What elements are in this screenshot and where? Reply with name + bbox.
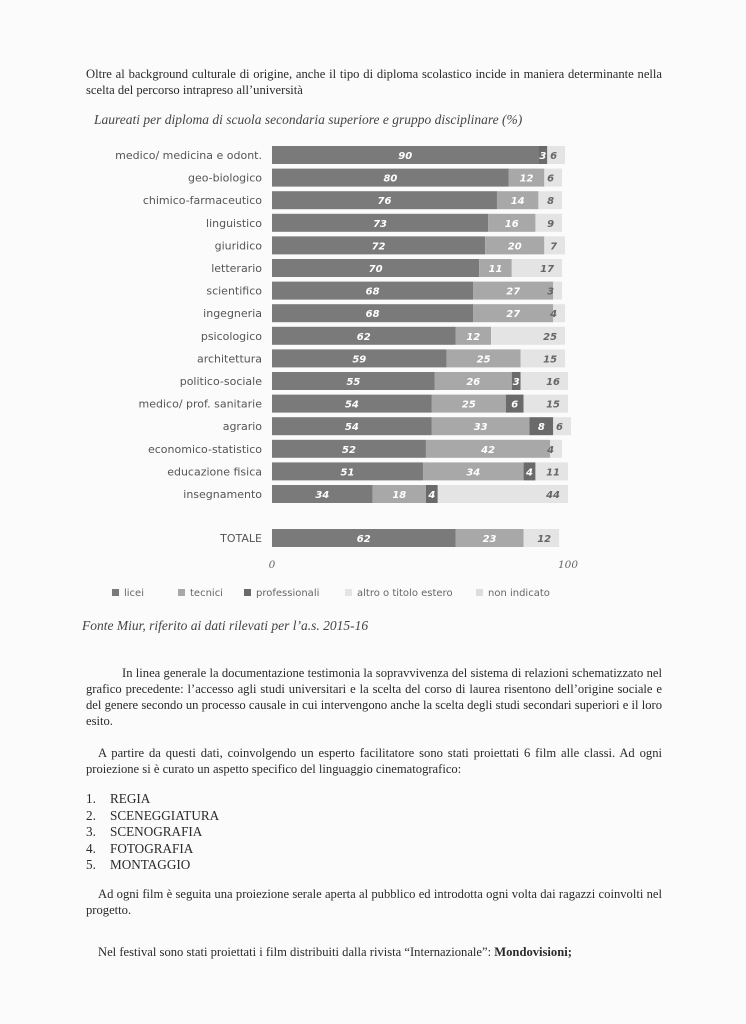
data-label-licei-ingegneria: 68 [365, 309, 380, 321]
category-label-scientifico: scientifico [206, 284, 262, 298]
data-label-altro-o-titolo-estero-psicologico: 25 [543, 331, 558, 343]
category-label-educazione-fisica: educazione fisica [167, 465, 262, 479]
data-label-tecnici-ingegneria: 27 [506, 309, 521, 321]
data-label-altro-o-titolo-estero-linguistico: 9 [547, 218, 555, 230]
category-label-medico-medicina-e-odont: medico/ medicina e odont. [115, 149, 262, 162]
data-label-licei-medico-prof-sanitarie: 54 [344, 399, 359, 411]
category-label-geo-biologico: geo-biologico [187, 171, 262, 185]
data-label-professionali-politico-sociale: 3 [512, 377, 520, 388]
category-label-chimico-farmaceutico: chimico-farmaceutico [142, 194, 262, 208]
data-label-licei-medico-medicina-e-odont: 90 [398, 151, 413, 162]
paragraph-documentazione: In linea generale la documentazione testimonia la sopravvivenza del sistema di relazioni schematizzato nel grafico precedente: l’accesso agli studi universitari e la scelta del corso di laurea risentono dell’origine sociale e del genere secondo un processo causale in cui intervengono anche la scelta degli studi secondari superiori e il loro esito. [86, 666, 662, 728]
data-label-altro-o-titolo-estero-educazione-fisica: 11 [546, 467, 560, 479]
bar-altro-o-titolo-estero-letterario [512, 259, 562, 277]
festival-text: Nel festival sono stati proiettati i film distribuiti dalla rivista “Internazionale”: [98, 945, 495, 959]
list-item [86, 857, 219, 874]
list-item [86, 824, 219, 841]
data-label-tecnici-scientifico: 27 [506, 286, 521, 298]
list-item [86, 841, 219, 858]
data-label-tecnici-agrario: 33 [473, 422, 488, 434]
legend-label-professionali: professionali [256, 588, 320, 599]
data-label-tecnici-letterario: 11 [488, 264, 503, 275]
data-label-licei-totale: 62 [356, 534, 371, 545]
data-label-professionali-medico-medicina-e-odont: 3 [539, 151, 547, 162]
list-item-text: MONTAGGIO [110, 857, 191, 872]
data-label-altro-o-titolo-estero-medico-medicina-e-odont: 6 [550, 151, 558, 162]
linguaggio-list [86, 791, 219, 874]
legend-swatch-licei [112, 589, 119, 596]
category-label-psicologico: psicologico [200, 329, 262, 343]
festival-bold: Mondovisioni; [494, 945, 572, 959]
list-item-text: SCENEGGIATURA [110, 807, 220, 823]
legend-label-tecnici: tecnici [190, 588, 223, 599]
data-label-altro-o-titolo-estero-politico-sociale: 16 [546, 377, 560, 388]
data-label-altro-o-titolo-estero-totale: 12 [537, 534, 552, 545]
data-label-altro-o-titolo-estero-letterario: 17 [540, 264, 555, 275]
legend-swatch-altro-o-titolo-estero [345, 589, 352, 596]
legend-swatch-professionali [244, 589, 251, 596]
data-label-licei-educazione-fisica: 51 [340, 467, 355, 479]
data-label-licei-economico-statistico: 52 [341, 444, 356, 456]
data-label-tecnici-medico-prof-sanitarie: 25 [461, 399, 476, 411]
data-label-altro-o-titolo-estero-scientifico: 3 [547, 286, 555, 298]
data-label-altro-o-titolo-estero-insegnamento: 44 [546, 490, 560, 501]
data-label-tecnici-totale: 23 [482, 534, 497, 545]
data-label-licei-architettura: 59 [352, 354, 367, 366]
legend-swatch-non-indicato [476, 589, 483, 596]
data-label-licei-politico-sociale: 55 [346, 377, 361, 388]
data-label-professionali-medico-prof-sanitarie: 6 [511, 399, 519, 411]
data-label-altro-o-titolo-estero-economico-statistico: 4 [547, 444, 555, 456]
list-item-number: 4. [86, 840, 96, 856]
data-label-licei-chimico-farmaceutico: 76 [377, 196, 392, 208]
list-item [86, 808, 219, 825]
paragraph-festival [86, 944, 662, 960]
x-tick-label-0: 0 [268, 559, 276, 571]
data-label-altro-o-titolo-estero-giuridico: 7 [550, 241, 558, 253]
category-label-agrario: agrario [222, 420, 262, 434]
x-tick-label-100: 100 [557, 559, 579, 571]
data-label-professionali-insegnamento: 4 [428, 490, 436, 501]
category-label-insegnamento: insegnamento [183, 488, 262, 501]
category-label-medico-prof-sanitarie: medico/ prof. sanitarie [138, 397, 262, 411]
list-item-number: 3. [86, 824, 96, 839]
category-label-letterario: letterario [211, 262, 262, 275]
data-label-tecnici-economico-statistico: 42 [481, 444, 496, 456]
list-item-text: SCENOGRAFIA [110, 824, 203, 839]
data-label-altro-o-titolo-estero-ingegneria: 4 [550, 309, 558, 321]
data-label-tecnici-giuridico: 20 [507, 241, 522, 253]
data-label-altro-o-titolo-estero-medico-prof-sanitarie: 15 [546, 399, 560, 411]
data-label-licei-agrario: 54 [344, 422, 359, 434]
data-label-licei-insegnamento: 34 [315, 490, 330, 501]
data-label-altro-o-titolo-estero-architettura: 15 [543, 354, 558, 366]
list-item-number: 1. [86, 791, 96, 806]
data-label-licei-geo-biologico: 80 [383, 173, 398, 185]
category-label-linguistico: linguistico [206, 216, 262, 230]
list-item [86, 791, 219, 808]
category-label-politico-sociale: politico-sociale [179, 375, 262, 388]
data-label-tecnici-chimico-farmaceutico: 14 [510, 196, 525, 208]
category-label-economico-statistico: economico-statistico [147, 442, 262, 456]
data-label-tecnici-insegnamento: 18 [392, 490, 407, 501]
list-item-number: 2. [86, 807, 96, 823]
data-label-licei-psicologico: 62 [356, 331, 371, 343]
legend-label-non-indicato: non indicato [488, 588, 550, 599]
data-label-licei-linguistico: 73 [373, 218, 388, 230]
category-label-ingegneria: ingegneria [203, 307, 262, 321]
list-item-text: REGIA [110, 791, 151, 806]
data-label-tecnici-psicologico: 12 [466, 331, 481, 343]
legend-swatch-tecnici [178, 589, 185, 596]
list-item-number: 5. [86, 857, 96, 872]
data-label-tecnici-geo-biologico: 12 [519, 173, 534, 185]
data-label-tecnici-architettura: 25 [476, 354, 491, 366]
data-label-tecnici-educazione-fisica: 34 [466, 467, 481, 479]
list-item-text: FOTOGRAFIA [110, 840, 194, 856]
data-label-altro-o-titolo-estero-agrario: 6 [555, 422, 563, 434]
data-label-professionali-educazione-fisica: 4 [526, 467, 534, 479]
data-label-tecnici-linguistico: 16 [504, 218, 519, 230]
data-label-altro-o-titolo-estero-geo-biologico: 6 [547, 173, 555, 185]
legend-label-licei: licei [124, 588, 144, 599]
category-label-giuridico: giuridico [214, 239, 262, 253]
data-label-licei-letterario: 70 [368, 264, 383, 275]
bar-altro-o-titolo-estero-scientifico [553, 282, 562, 300]
legend-label-altro-o-titolo-estero: altro o titolo estero [357, 588, 453, 599]
data-label-licei-giuridico: 72 [371, 241, 386, 253]
data-label-licei-scientifico: 68 [365, 286, 380, 298]
chart-title: Laureati per diploma di scuola secondaria superiore e gruppo disciplinare (%) [94, 112, 523, 127]
data-label-professionali-agrario: 8 [537, 422, 545, 434]
stacked-bar-chart [0, 136, 746, 616]
paragraph-film-proiettati: A partire da questi dati, coinvolgendo un esperto facilitatore sono stati proiettati 6 film alle classi. Ad ogni proiezione si è curato un aspetto specifico del linguaggio cinematografico: [86, 746, 662, 776]
chart-source: Fonte Miur, riferito ai dati rilevati per l’a.s. 2015-16 [82, 618, 369, 633]
paragraph-proiezione-serale: Ad ogni film è seguita una proiezione serale aperta al pubblico ed introdotta ogni volta dai ragazzi coinvolti nel progetto. [86, 887, 662, 917]
intro-paragraph: Oltre al background culturale di origine, anche il tipo di diploma scolastico incide in maniera determinante nella scelta del percorso intrapreso all’università [86, 67, 662, 97]
bar-altro-o-titolo-estero-politico-sociale [521, 372, 568, 390]
data-label-altro-o-titolo-estero-chimico-farmaceutico: 8 [547, 196, 555, 208]
data-label-tecnici-politico-sociale: 26 [466, 377, 481, 388]
category-label-totale: TOTALE [220, 532, 262, 545]
category-label-architettura: architettura [196, 352, 262, 366]
